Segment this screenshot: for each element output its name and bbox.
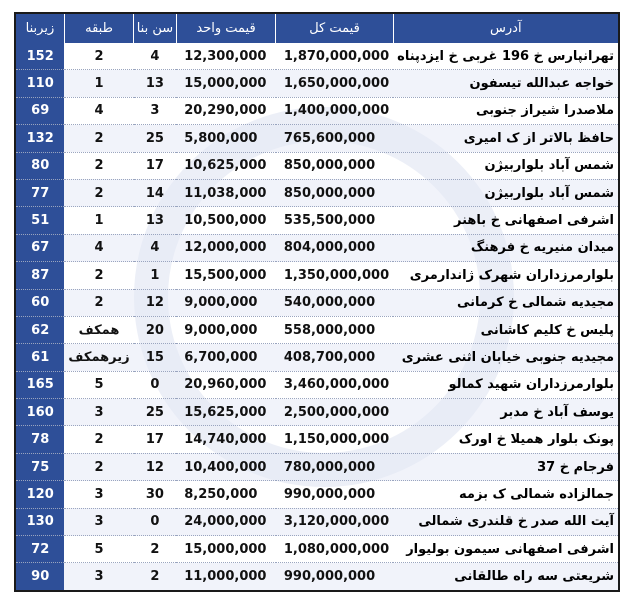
cell-building-age: 1 xyxy=(134,262,177,289)
cell-total-price: 1,150,000,000 xyxy=(276,426,393,453)
cell-total-price: 535,500,000 xyxy=(276,207,393,234)
table-row xyxy=(15,508,619,535)
cell-total-price: 765,600,000 xyxy=(276,125,393,152)
cell-unit-price: 10,500,000 xyxy=(176,207,276,234)
table-row xyxy=(15,536,619,563)
cell-building-age: 15 xyxy=(134,344,177,371)
cell-address: بلوارمرزداران شهید کمالو xyxy=(393,371,619,398)
table-row xyxy=(15,234,619,261)
cell-total-price: 780,000,000 xyxy=(276,453,393,480)
cell-unit-price: 8,250,000 xyxy=(176,481,276,508)
cell-total-price: 558,000,000 xyxy=(276,316,393,343)
table-row xyxy=(15,316,619,343)
cell-total-price: 850,000,000 xyxy=(276,152,393,179)
cell-unit-price: 20,290,000 xyxy=(176,97,276,124)
cell-area: 120 xyxy=(15,481,64,508)
table-row xyxy=(15,289,619,316)
cell-unit-price: 11,038,000 xyxy=(176,179,276,206)
cell-floor: 1 xyxy=(64,207,133,234)
cell-total-price: 540,000,000 xyxy=(276,289,393,316)
cell-area: 62 xyxy=(15,316,64,343)
cell-area: 152 xyxy=(15,43,64,70)
price-table-container xyxy=(14,12,620,592)
cell-address: پونک بلوار همیلا خ اورک xyxy=(393,426,619,453)
cell-building-age: 2 xyxy=(134,536,177,563)
table-row xyxy=(15,344,619,371)
header-building-age: سن بنا xyxy=(134,13,177,43)
table-row xyxy=(15,426,619,453)
cell-total-price: 1,080,000,000 xyxy=(276,536,393,563)
cell-unit-price: 12,000,000 xyxy=(176,234,276,261)
cell-total-price: 1,650,000,000 xyxy=(276,70,393,97)
table-row xyxy=(15,399,619,426)
cell-building-age: 2 xyxy=(134,563,177,591)
cell-unit-price: 24,000,000 xyxy=(176,508,276,535)
cell-unit-price: 15,625,000 xyxy=(176,399,276,426)
cell-unit-price: 20,960,000 xyxy=(176,371,276,398)
cell-building-age: 13 xyxy=(134,207,177,234)
cell-floor: 3 xyxy=(64,481,133,508)
table-header-row xyxy=(15,13,619,43)
cell-address: پلیس خ کلیم کاشانی xyxy=(393,316,619,343)
cell-address: فرجام خ 37 xyxy=(393,453,619,480)
cell-total-price: 2,500,000,000 xyxy=(276,399,393,426)
cell-building-age: 25 xyxy=(134,399,177,426)
cell-floor: 3 xyxy=(64,563,133,591)
cell-address: اشرفی اصفهانی سیمون بولیوار xyxy=(393,536,619,563)
cell-building-age: 4 xyxy=(134,43,177,70)
cell-unit-price: 15,000,000 xyxy=(176,70,276,97)
cell-floor: 2 xyxy=(64,152,133,179)
cell-unit-price: 15,500,000 xyxy=(176,262,276,289)
cell-floor: 2 xyxy=(64,426,133,453)
cell-floor: 4 xyxy=(64,97,133,124)
cell-total-price: 850,000,000 xyxy=(276,179,393,206)
cell-area: 165 xyxy=(15,371,64,398)
cell-unit-price: 15,000,000 xyxy=(176,536,276,563)
cell-building-age: 20 xyxy=(134,316,177,343)
table-row xyxy=(15,70,619,97)
cell-address: ملاصدرا شیراز جنوبی xyxy=(393,97,619,124)
cell-address: شریعتی سه راه طالقانی xyxy=(393,563,619,591)
cell-address: خواجه عبدالله تیسفون xyxy=(393,70,619,97)
cell-building-age: 12 xyxy=(134,453,177,480)
cell-area: 110 xyxy=(15,70,64,97)
cell-building-age: 0 xyxy=(134,371,177,398)
cell-building-age: 4 xyxy=(134,234,177,261)
cell-building-age: 17 xyxy=(134,426,177,453)
cell-unit-price: 5,800,000 xyxy=(176,125,276,152)
cell-floor: زیرهمکف xyxy=(64,344,133,371)
cell-total-price: 3,460,000,000 xyxy=(276,371,393,398)
cell-address: اشرفی اصفهانی خ باهنر xyxy=(393,207,619,234)
cell-building-age: 12 xyxy=(134,289,177,316)
table-row xyxy=(15,371,619,398)
cell-floor: 2 xyxy=(64,453,133,480)
cell-area: 80 xyxy=(15,152,64,179)
cell-floor: 2 xyxy=(64,289,133,316)
cell-floor: همکف xyxy=(64,316,133,343)
cell-address: شمس آباد بلواربیژن xyxy=(393,152,619,179)
cell-floor: 2 xyxy=(64,262,133,289)
cell-area: 72 xyxy=(15,536,64,563)
cell-total-price: 804,000,000 xyxy=(276,234,393,261)
table-row xyxy=(15,97,619,124)
cell-address: یوسف آباد خ مدبر xyxy=(393,399,619,426)
cell-address: میدان منیریه خ فرهنگ xyxy=(393,234,619,261)
cell-address: آیت الله صدر خ قلندری شمالی xyxy=(393,508,619,535)
cell-area: 69 xyxy=(15,97,64,124)
cell-floor: 4 xyxy=(64,234,133,261)
header-area: زیربنا xyxy=(15,13,64,43)
cell-unit-price: 6,700,000 xyxy=(176,344,276,371)
cell-floor: 2 xyxy=(64,43,133,70)
cell-address: مجیدیه شمالی خ کرمانی xyxy=(393,289,619,316)
apartment-price-table xyxy=(14,12,620,592)
cell-total-price: 1,870,000,000 xyxy=(276,43,393,70)
cell-floor: 3 xyxy=(64,508,133,535)
cell-unit-price: 14,740,000 xyxy=(176,426,276,453)
table-row xyxy=(15,453,619,480)
cell-unit-price: 12,300,000 xyxy=(176,43,276,70)
cell-floor: 5 xyxy=(64,371,133,398)
header-address: آدرس xyxy=(393,13,619,43)
cell-total-price: 990,000,000 xyxy=(276,481,393,508)
cell-building-age: 13 xyxy=(134,70,177,97)
cell-address: مجیدیه جنوبی خیابان اثنی عشری xyxy=(393,344,619,371)
cell-floor: 1 xyxy=(64,70,133,97)
cell-building-age: 14 xyxy=(134,179,177,206)
table-row xyxy=(15,481,619,508)
cell-total-price: 990,000,000 xyxy=(276,563,393,591)
cell-total-price: 3,120,000,000 xyxy=(276,508,393,535)
cell-total-price: 1,350,000,000 xyxy=(276,262,393,289)
cell-unit-price: 10,625,000 xyxy=(176,152,276,179)
cell-floor: 5 xyxy=(64,536,133,563)
cell-area: 132 xyxy=(15,125,64,152)
cell-area: 61 xyxy=(15,344,64,371)
cell-area: 51 xyxy=(15,207,64,234)
cell-unit-price: 9,000,000 xyxy=(176,289,276,316)
cell-total-price: 1,400,000,000 xyxy=(276,97,393,124)
cell-area: 160 xyxy=(15,399,64,426)
cell-building-age: 17 xyxy=(134,152,177,179)
cell-address: شمس آباد بلواربیژن xyxy=(393,179,619,206)
cell-address: بلوارمرزداران شهرک ژاندارمری xyxy=(393,262,619,289)
cell-unit-price: 11,000,000 xyxy=(176,563,276,591)
header-floor: طبقه xyxy=(64,13,133,43)
cell-address: حافظ بالاتر از ک امیری xyxy=(393,125,619,152)
cell-total-price: 408,700,000 xyxy=(276,344,393,371)
table-row xyxy=(15,179,619,206)
cell-area: 77 xyxy=(15,179,64,206)
header-unit-price: قیمت واحد xyxy=(176,13,276,43)
cell-area: 60 xyxy=(15,289,64,316)
table-row xyxy=(15,262,619,289)
table-row xyxy=(15,125,619,152)
cell-area: 75 xyxy=(15,453,64,480)
cell-area: 90 xyxy=(15,563,64,591)
cell-building-age: 3 xyxy=(134,97,177,124)
cell-building-age: 30 xyxy=(134,481,177,508)
cell-building-age: 0 xyxy=(134,508,177,535)
cell-area: 78 xyxy=(15,426,64,453)
cell-unit-price: 9,000,000 xyxy=(176,316,276,343)
cell-area: 87 xyxy=(15,262,64,289)
table-row xyxy=(15,207,619,234)
cell-address: جمالزاده شمالی ک بزمه xyxy=(393,481,619,508)
cell-unit-price: 10,400,000 xyxy=(176,453,276,480)
table-row xyxy=(15,152,619,179)
cell-floor: 3 xyxy=(64,399,133,426)
header-total-price: قیمت کل xyxy=(276,13,393,43)
cell-area: 67 xyxy=(15,234,64,261)
table-row xyxy=(15,563,619,591)
cell-area: 130 xyxy=(15,508,64,535)
cell-floor: 2 xyxy=(64,179,133,206)
cell-floor: 2 xyxy=(64,125,133,152)
table-row xyxy=(15,43,619,70)
cell-building-age: 25 xyxy=(134,125,177,152)
cell-address: تهرانپارس خ 196 غربی خ ایزدپناه xyxy=(393,43,619,70)
